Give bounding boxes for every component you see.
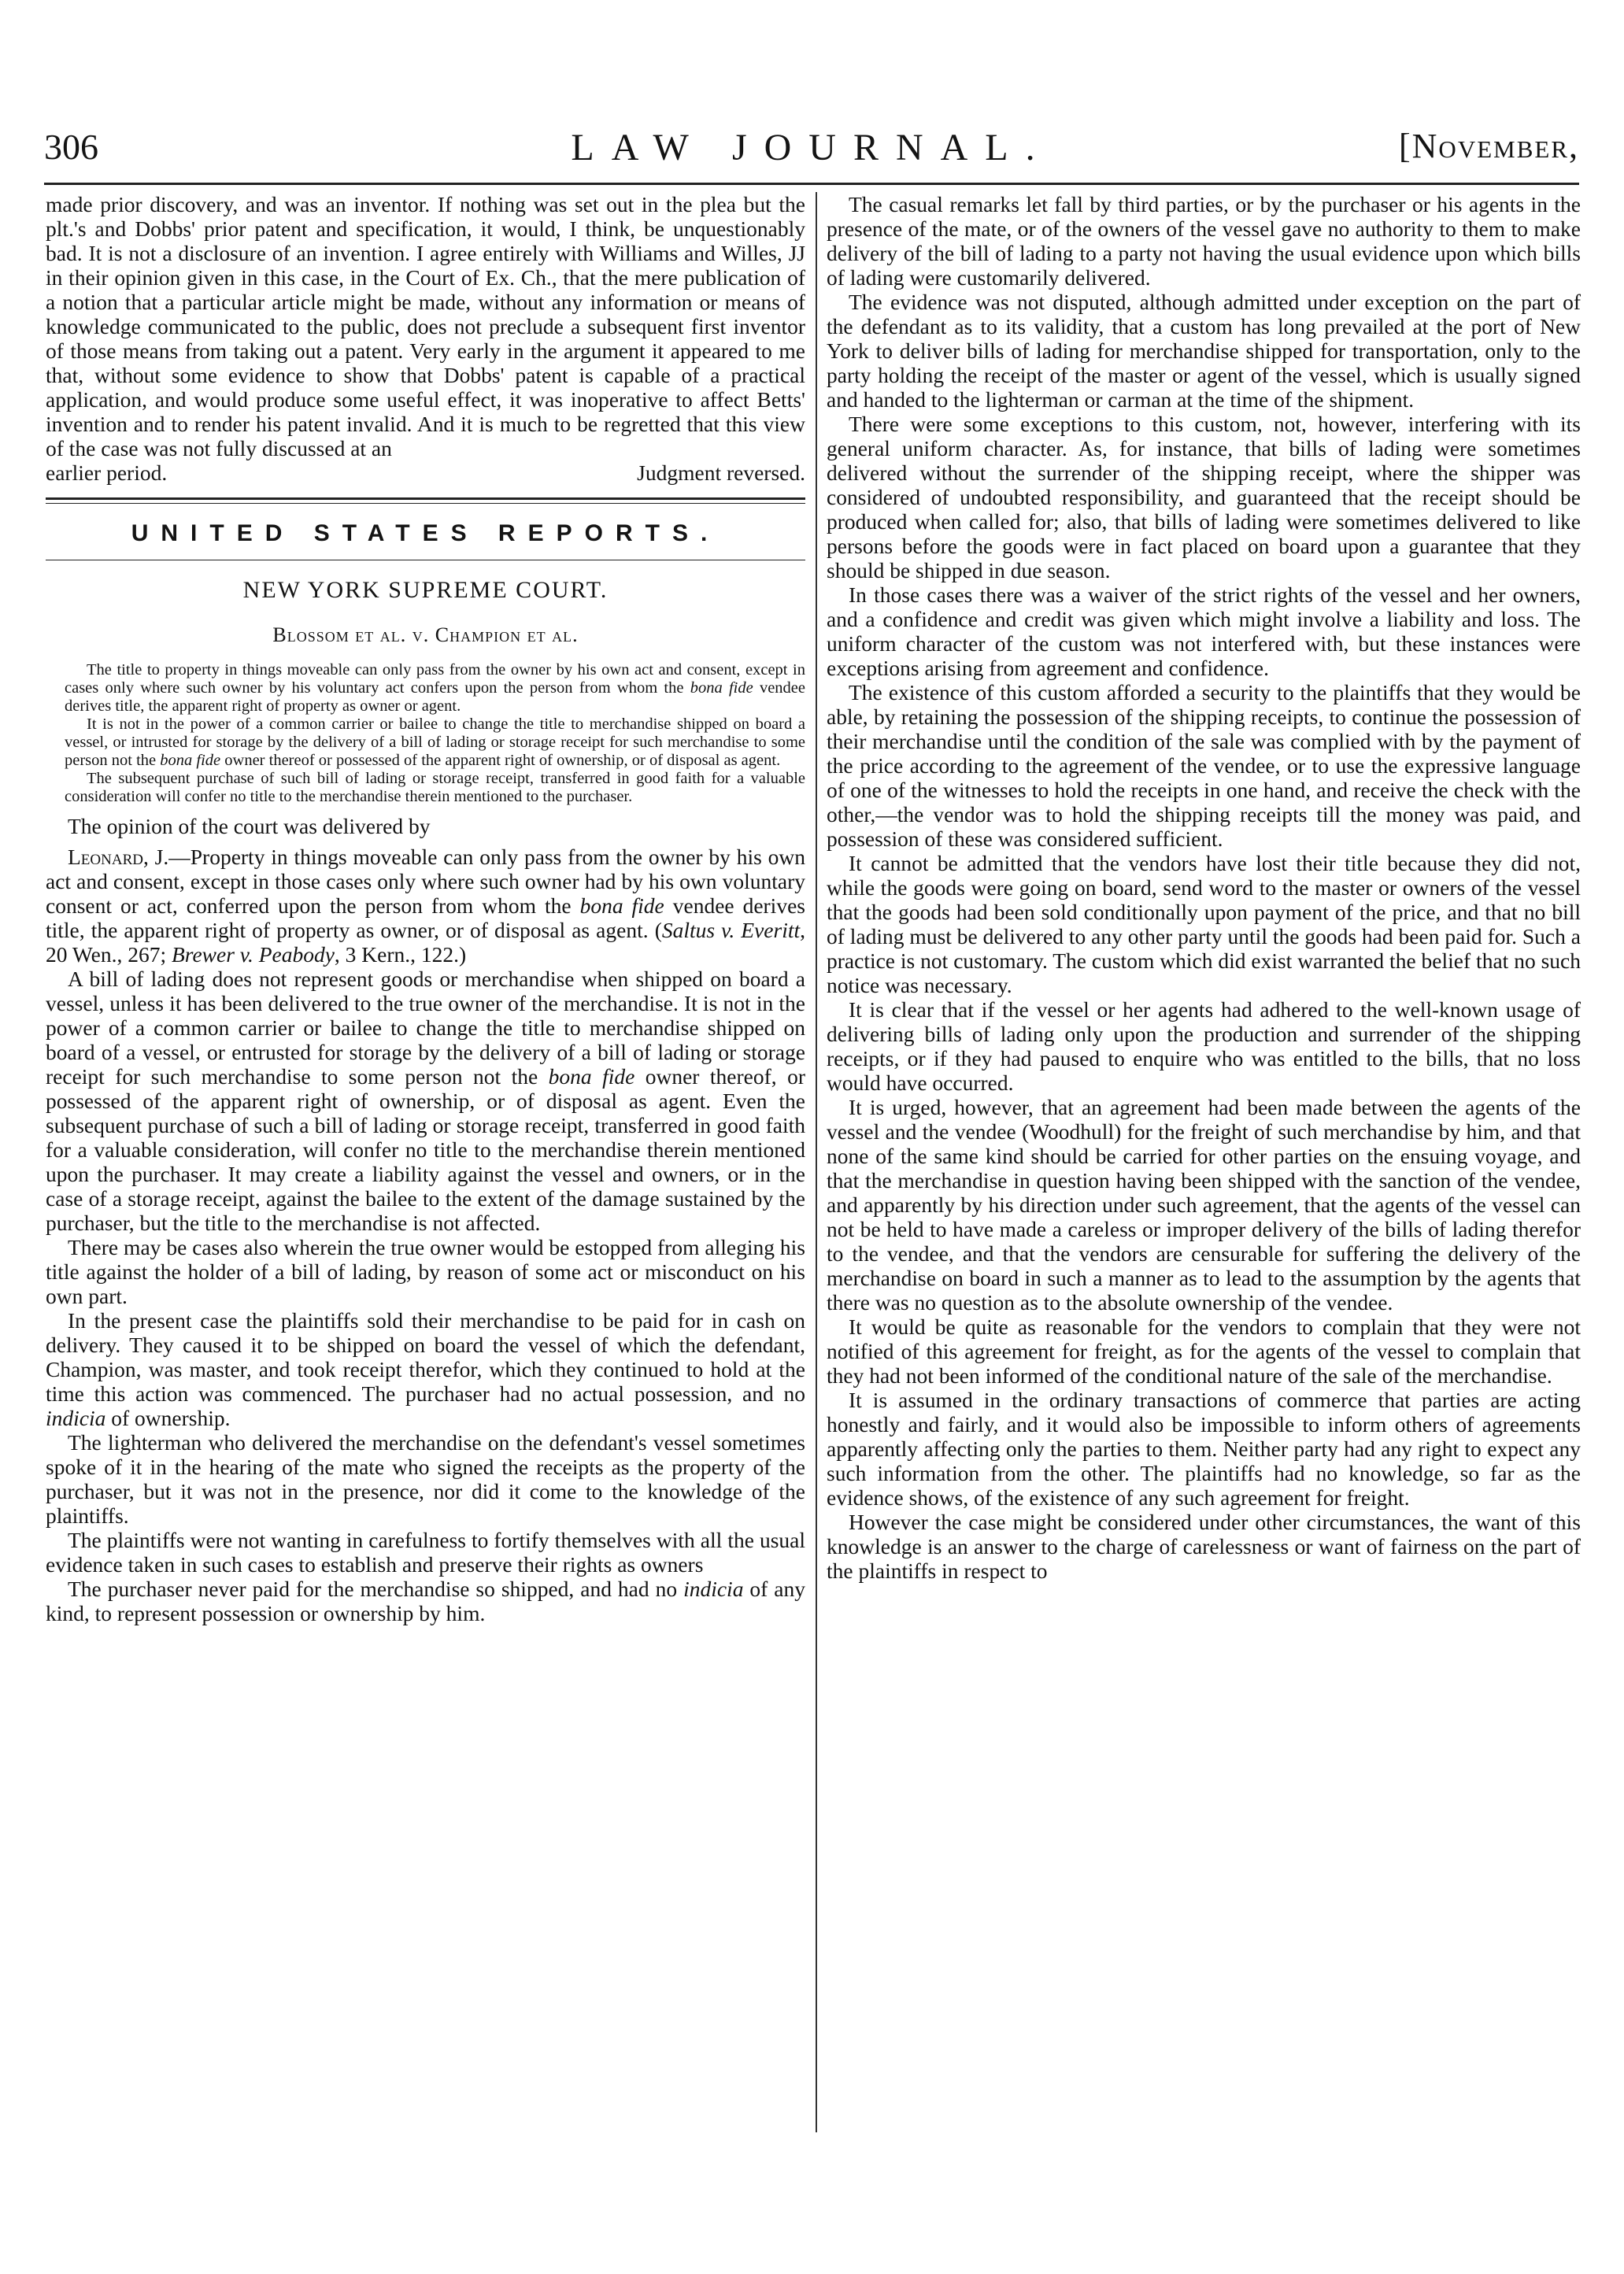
- paragraph: There were some exceptions to this custom, not, however, interfering with its general uniform character. As, for instance, that bills of lading were sometimes delivered without the surrender of the shipping receipt, where the shipper was considered of undoubted responsibility, and guaranteed that the receipt should be produced when called for; also, that bills of lading were sometimes delivered to like persons before the goods were in fact placed on board upon a guarantee that they should be shipped in due season.: [827, 412, 1581, 582]
- paragraph: The lighterman who delivered the merchandise on the defendant's vessel sometimes spoke of it in the hearing of the mate who signed the receipts as the property of the purchaser, but it was not in the presence, nor did it come to the knowledge of the plaintiffs.: [46, 1430, 805, 1528]
- paragraph: Leonard, J.—Property in things moveable can only pass from the owner by his own act and consent, except in those cases only where such owner had by his own voluntary consent or act, conferred upon the person from whom the bona fide vendee derives title, the apparent right of property as owner, or of disposal as agent. (Saltus v. Everitt, 20 Wen., 267; Brewer v. Peabody, 3 Kern., 122.): [46, 845, 806, 967]
- judgment-text: Judgment reversed.: [637, 460, 805, 485]
- paragraph: It is urged, however, that an agreement had been made between the agents of the vessel and the vendee (Woodhull) for the freight of such merchandise by him, and that none of the same kind should be carried for other parties on the ensuing voyage, and that the merchandise in question having been shipped with the sanction of the vendee, and apparently by his direction under such agreement, that the agents of the vessel can not be held to have made a careless or improper delivery of the bills of lading therefor to the vendee, and that the vendors are censurable for suffering the delivery of the merchandise on board in such a manner as to lead to the assumption by the agents that there was no question as to the absolute ownership of the vendee.: [827, 1095, 1581, 1314]
- issue-month: [November,: [1399, 127, 1579, 165]
- paragraph: It cannot be admitted that the vendors have lost their title because they did not, while the goods were going on board, send word to the master or owners of the vessel that the goods had been sold conditionally upon payment of the price, and that no bill of lading must be delivered to any other party until the goods had been paid for. Such a practice is not customary. The custom which did exist warranted the belief that no such notice was necessary.: [827, 851, 1581, 997]
- paragraph: It is assumed in the ordinary transactions of commerce that parties are acting honestly and fairly, and it would also be impossible to inform others of agreements apparently affecting only the parties to them. Neither party had any right to expect any such information from the other. The plaintiffs had no knowledge, so far as the evidence shows, of the existence of any such agreement for freight.: [827, 1388, 1581, 1510]
- column-divider: [816, 192, 817, 2132]
- paragraph: A bill of lading does not represent goods or merchandise when shipped on board a vessel, unless it has been delivered to the true owner of the merchandise. It is not in the power of a common carrier or bailee to change the title to merchandise shipped on board of a vessel, or entrusted for storage by the delivery of a bill of lading or storage receipt for such merchandise to some person not the bona fide owner thereof, or possessed of the apparent right of ownership, or of disposal as agent. Even the subsequent purchase of such a bill of lading or storage receipt, transferred in good faith for a valuable consideration, will confer no title to the merchandise therein mentioned upon the purchaser. It may create a liability against the vessel and owners, or in the case of a storage receipt, against the bailee to the extent of the damage sustained by the purchaser, but the title to the merchandise is not affected.: [46, 967, 805, 1235]
- right-column: [827, 192, 1581, 1583]
- headnote: It is not in the power of a common carrier or bailee to change the title to merchandise shipped on board a vessel, or intrusted for storage by the delivery of a bill of lading or storage receipt for such merchandise to some person not the bona fide owner thereof or possessed of the apparent right of ownership, or of disposal as agent.: [65, 715, 805, 769]
- paragraph: However the case might be considered under other circumstances, the want of this knowledge is an answer to the charge of carelessness or want of fairness on the part of the plaintiffs in respect to: [827, 1510, 1581, 1583]
- judge-name: Leonard: [68, 845, 143, 869]
- headnote: The title to property in things moveable can only pass from the owner by his own act and consent, except in cases only where such owner by his voluntary act confers upon the person from whom the bona fide vendee derives title, the apparent right of property as owner or agent.: [65, 661, 806, 715]
- paragraph-end: earlier period.: [46, 460, 168, 485]
- court-name: NEW YORK SUPREME COURT.: [242, 577, 609, 603]
- paragraph: The evidence was not disputed, although admitted under exception on the part of the defendant as to its validity, that a custom has long prevailed at the port of New York to deliver bills of lading for merchandise shipped for transportation, only to the party holding the receipt of the master or agent of the vessel, which is usually signed and handed to the lighterman or carman at the time of the shipment.: [827, 290, 1581, 412]
- paragraph: The existence of this custom afforded a security to the plaintiffs that they would be able, by retaining the possession of the shipping receipts, to continue the possession of their merchandise until the condition of the sale was complied with by the payment of the price according to the agreement of the vendee, or to use the expressive language of one of the witnesses to hold the receipts in one hand, and receive the check with the other,—the vendor was to hold the shipping receipts till the money was paid, and possession of these was considered sufficient.: [827, 680, 1581, 851]
- running-head: [44, 126, 1579, 181]
- journal-title: LAW JOURNAL.: [571, 127, 1052, 168]
- section-rule-thin: [46, 503, 805, 504]
- opinion-intro: The opinion of the court was delivered by: [68, 814, 431, 838]
- paragraph: It is clear that if the vessel or her agents had adhered to the well-known usage of delivering bills of lading only upon the production and surrender of the shipping receipts, or if they had paused to enquire who was entitled to the bills, that no loss would have occurred.: [827, 997, 1581, 1095]
- header-rule: [44, 183, 1579, 185]
- page-number: 306: [44, 127, 98, 167]
- paragraph: It would be quite as reasonable for the vendors to complain that they were not notified of this agreement for freight, as for the agents of the vessel to complain that they had not been informed of the conditional nature of the sale of the merchandise.: [827, 1314, 1581, 1388]
- paragraph: The casual remarks let fall by third parties, or by the purchaser or his agents in the presence of the mate, or of the owners of the vessel gave no authority to them to make delivery of the bill of lading to a party not having the usual evidence upon which bills of lading were customarily delivered.: [827, 192, 1581, 290]
- section-title: UNITED STATES REPORTS.: [131, 520, 720, 546]
- judgment-line: [46, 460, 805, 485]
- left-column: [46, 192, 805, 1625]
- paragraph: made prior discovery, and was an inventor. If nothing was set out in the plea but the plt.'s and Dobbs' prior patent and specification, it would, I think, be unquestionably bad. It is not a disclosure of an invention. I agree entirely with Williams and Willes, JJ in their opinion given in this case, in the Court of Ex. Ch., that the mere publication of a notion that a particular article might be made, without any information or means of knowledge communicated to the public, does not preclude a subsequent first inventor of those means from taking out a patent. Very early in the argument it appeared to me that, without some evidence to show that Dobbs' patent is capable of a practical application, and would produce some useful effect, it was inoperative to affect Betts' invention and to render his patent invalid. And it is much to be regretted that this view of the case was not fully discussed at an: [46, 192, 805, 460]
- section-rule: [46, 497, 805, 500]
- paragraph: The purchaser never paid for the merchandise so shipped, and had no indicia of any kind, to represent possession or ownership by him.: [46, 1577, 805, 1625]
- case-title: Blossom et al. v. Champion et al.: [272, 623, 579, 646]
- paragraph: The plaintiffs were not wanting in carefulness to fortify themselves with all the usual evidence taken in such cases to establish and preserve their rights as owners: [46, 1528, 805, 1577]
- headnote: The subsequent purchase of such bill of lading or storage receipt, transferred in good faith for a valuable consideration will confer no title to the merchandise therein mentioned to the purchaser.: [65, 770, 805, 805]
- paragraph: There may be cases also wherein the true owner would be estopped from alleging his title against the holder of a bill of lading, by reason of some act or misconduct on his own part.: [46, 1235, 805, 1308]
- paragraph: In those cases there was a waiver of the strict rights of the vessel and her owners, and a confidence and credit was given which might involve a liability and loss. The uniform character of the custom was not interfered with, but these instances were exceptions arising from agreement and confidence.: [827, 582, 1581, 680]
- paragraph: In the present case the plaintiffs sold their merchandise to be paid for in cash on delivery. They caused it to be shipped on board the vessel of which the defendant, Champion, was master, and took receipt therefor, which they continued to hold at the time this action was commenced. The purchaser had no actual possession, and no indicia of ownership.: [46, 1308, 805, 1430]
